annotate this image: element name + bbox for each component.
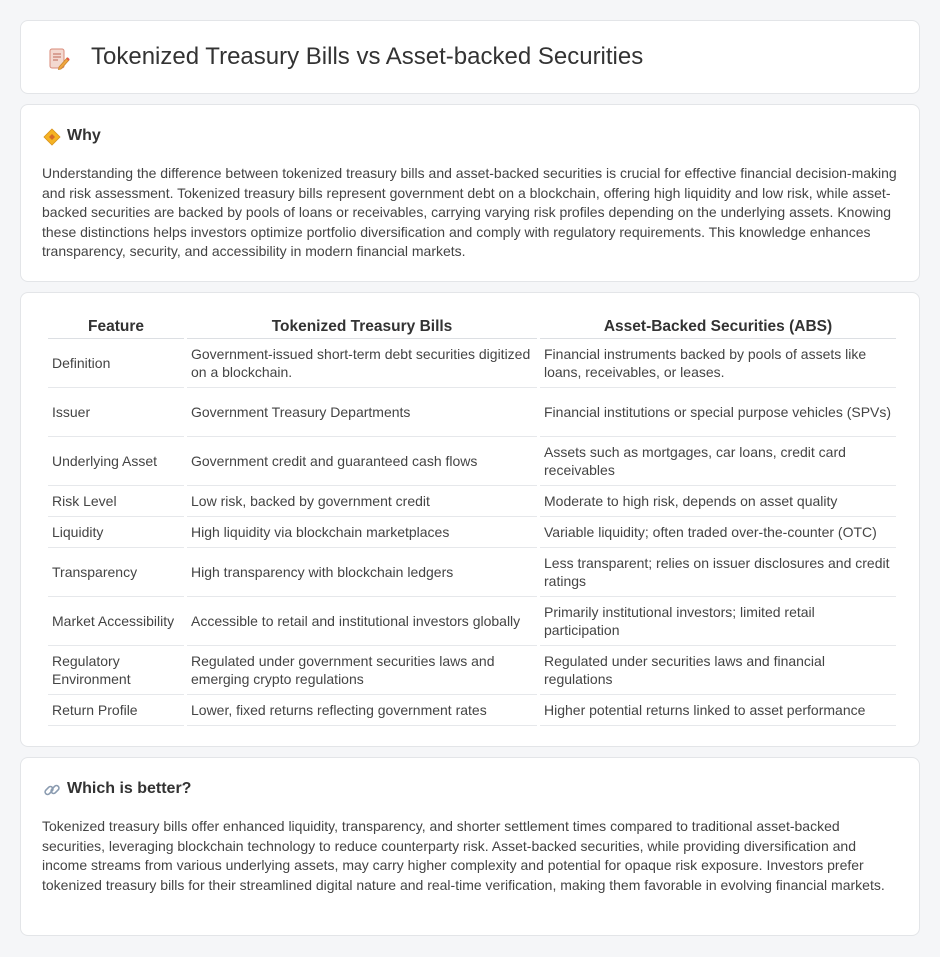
- which-is-better-section: [20, 757, 920, 936]
- row-abs: Assets such as mortgages, car loans, credit card receivables: [540, 437, 896, 486]
- row-tokenized: Government credit and guaranteed cash flows: [187, 437, 537, 486]
- table-header-row: [48, 315, 896, 339]
- row-tokenized: Accessible to retail and institutional investors globally: [187, 597, 537, 646]
- row-feature: Underlying Asset: [48, 437, 184, 486]
- header-abs: Asset-Backed Securities (ABS): [540, 315, 896, 339]
- table-row: [48, 646, 896, 695]
- table-row: [48, 388, 896, 437]
- table-row: [48, 548, 896, 597]
- table-row: [48, 597, 896, 646]
- row-abs: Primarily institutional investors; limited retail participation: [540, 597, 896, 646]
- row-feature: Return Profile: [48, 695, 184, 726]
- document-edit-icon: [47, 47, 71, 71]
- which-is-better-title: Which is better?: [67, 780, 192, 797]
- why-title: Why: [67, 127, 101, 144]
- row-feature: Liquidity: [48, 517, 184, 548]
- row-tokenized: Government-issued short-term debt securities digitized on a blockchain.: [187, 339, 537, 388]
- page-title: Tokenized Treasury Bills vs Asset-backed Securities: [91, 43, 644, 70]
- which-is-better-text: Tokenized treasury bills offer enhanced liquidity, transparency, and shorter settlement times compared to traditional asset-backed securities, leveraging blockchain technology to reduce counterparty risk. Asset-backed securities, while providing diversification and income streams from various underlying assets, may carry higher complexity and potential for opaque risk exposure. Investors prefer tokenized treasury bills for their streamlined digital nature and real-time verification, making them favorable in evolving financial markets.: [42, 818, 885, 893]
- table-row: [48, 339, 896, 388]
- row-feature: Transparency: [48, 548, 184, 597]
- table-row: [48, 695, 896, 726]
- row-abs: Financial institutions or special purpose vehicles (SPVs): [540, 388, 896, 437]
- header-feature: Feature: [48, 315, 184, 339]
- row-tokenized: Regulated under government securities laws and emerging crypto regulations: [187, 646, 537, 695]
- row-feature: Issuer: [48, 388, 184, 437]
- row-abs: Financial instruments backed by pools of assets like loans, receivables, or leases.: [540, 339, 896, 388]
- comparison-table: [45, 315, 899, 726]
- why-section: [20, 104, 920, 282]
- row-feature: Market Accessibility: [48, 597, 184, 646]
- row-abs: Regulated under securities laws and financial regulations: [540, 646, 896, 695]
- row-tokenized: Low risk, backed by government credit: [187, 486, 537, 517]
- row-abs: Less transparent; relies on issuer disclosures and credit ratings: [540, 548, 896, 597]
- row-feature: Definition: [48, 339, 184, 388]
- row-abs: Moderate to high risk, depends on asset quality: [540, 486, 896, 517]
- row-tokenized: High liquidity via blockchain marketplaces: [187, 517, 537, 548]
- row-feature: Regulatory Environment: [48, 646, 184, 695]
- link-icon: [43, 781, 61, 799]
- table-row: [48, 517, 896, 548]
- row-tokenized: Lower, fixed returns reflecting government rates: [187, 695, 537, 726]
- table-row: [48, 486, 896, 517]
- row-tokenized: Government Treasury Departments: [187, 388, 537, 437]
- header-tokenized: Tokenized Treasury Bills: [187, 315, 537, 339]
- diamond-warning-icon: [43, 128, 61, 146]
- comparison-section: [20, 292, 920, 747]
- header-card: [20, 20, 920, 94]
- row-abs: Variable liquidity; often traded over-the-counter (OTC): [540, 517, 896, 548]
- table-row: [48, 437, 896, 486]
- why-text: Understanding the difference between tokenized treasury bills and asset-backed securities is crucial for effective financial decision-making and risk assessment. Tokenized treasury bills represent government debt on a blockchain, offering high liquidity and low risk, while asset-backed securities are backed by pools of loans or receivables, carrying varying risk profiles depending on the underlying assets. Knowing these distinctions helps investors optimize portfolio diversification and comply with regulatory requirements. This knowledge enhances transparency, security, and accessibility in modern financial markets.: [42, 165, 897, 259]
- row-feature: Risk Level: [48, 486, 184, 517]
- row-tokenized: High transparency with blockchain ledgers: [187, 548, 537, 597]
- row-abs: Higher potential returns linked to asset performance: [540, 695, 896, 726]
